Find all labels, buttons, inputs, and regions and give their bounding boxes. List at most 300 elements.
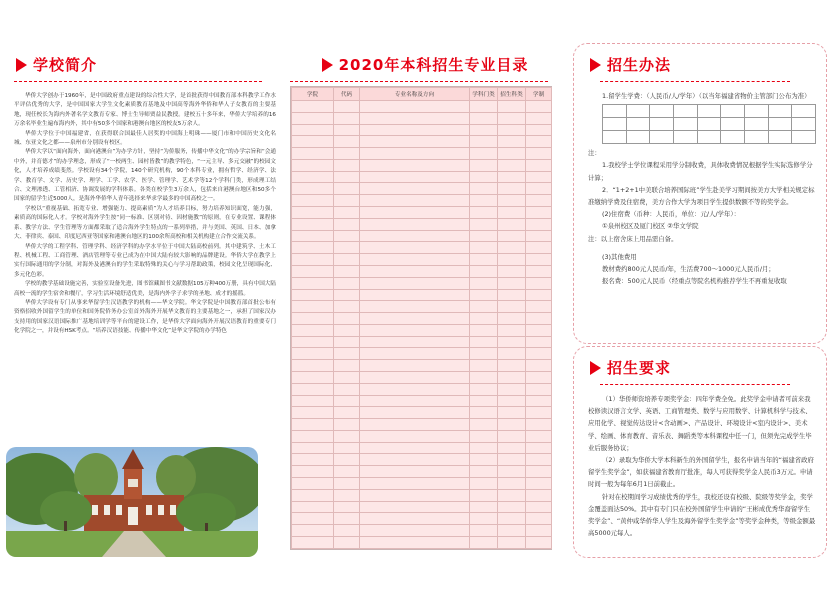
catalog-heading: [300, 54, 550, 75]
divider: [600, 81, 790, 82]
table-cell: [360, 230, 470, 242]
table-row: [292, 536, 552, 548]
table-cell: [526, 254, 552, 266]
table-cell: [470, 395, 498, 407]
table-cell: [526, 195, 552, 207]
table-cell: [470, 525, 498, 537]
table-cell: [334, 466, 360, 478]
table-row: [292, 171, 552, 183]
triangle-bullet-icon: [16, 58, 27, 72]
table-cell: [498, 289, 526, 301]
table-cell: [498, 407, 526, 419]
table-cell: [470, 536, 498, 548]
table-cell: [334, 489, 360, 501]
table-cell: [334, 254, 360, 266]
table-cell: [360, 336, 470, 348]
table-cell: [498, 525, 526, 537]
table-cell: [360, 207, 470, 219]
table-cell: [360, 419, 470, 431]
table-cell: [498, 195, 526, 207]
table-cell: [498, 442, 526, 454]
table-cell: [292, 501, 334, 513]
table-cell: [334, 313, 360, 325]
table-row: [292, 478, 552, 490]
table-cell: [470, 501, 498, 513]
col-header-major: 专业名称及方向: [360, 88, 470, 101]
table-cell: [526, 360, 552, 372]
triangle-bullet-icon: [322, 58, 333, 72]
table-cell: [292, 395, 334, 407]
table-cell: [292, 383, 334, 395]
table-cell: [470, 383, 498, 395]
other-fees-heading: (3)其他费用: [602, 252, 637, 261]
table-cell: [470, 336, 498, 348]
table-cell: [526, 430, 552, 442]
intro-paragraph: 华侨大学创办于1960年，是中国政府重点建设的综合性大学，是首批获得中国教育部本科教学工作水平评估优秀的大学，是中国国家大学生文化素质教育基地及中国高等海外华侨和华人子女教育的主要基地，现任校长为海内外著名学文教育专家、博士生导师贾益民教授。建校五十多年来，华侨大学培养的16万余名毕业生遍布海内外，其中有50多个国家和港澳台地区的校友5万余人。: [14, 93, 276, 128]
table-cell: [334, 383, 360, 395]
table-cell: [334, 101, 360, 113]
table-cell: [526, 478, 552, 490]
table-cell: [498, 466, 526, 478]
table-cell: [334, 218, 360, 230]
table-cell: [498, 419, 526, 431]
table-row: [292, 430, 552, 442]
table-cell: [526, 136, 552, 148]
table-row: [292, 277, 552, 289]
table-row: [292, 136, 552, 148]
table-cell: [334, 324, 360, 336]
table-row: [292, 383, 552, 395]
table-cell: [292, 159, 334, 171]
table-cell: [334, 395, 360, 407]
table-cell: [526, 230, 552, 242]
table-cell: [470, 407, 498, 419]
table-cell: [526, 159, 552, 171]
table-cell: [526, 183, 552, 195]
table-cell: [360, 430, 470, 442]
table-cell: [360, 195, 470, 207]
table-cell: [360, 536, 470, 548]
admission-method-box: [573, 43, 827, 344]
table-cell: [498, 124, 526, 136]
table-cell: [526, 489, 552, 501]
table-cell: [360, 136, 470, 148]
table-cell: [360, 124, 470, 136]
table-cell: [292, 124, 334, 136]
table-cell: [360, 501, 470, 513]
table-row: [292, 360, 552, 372]
application-fee: 报名费：500元人民币（经重点等院名机构推荐学生不再重复收取: [602, 277, 787, 286]
table-row: [292, 112, 552, 124]
table-cell: [470, 242, 498, 254]
table-cell: [334, 501, 360, 513]
table-row: [292, 348, 552, 360]
table-cell: [498, 148, 526, 160]
requirements-text: [574, 393, 826, 539]
intro-paragraph: 华侨大学的工程学科、管理学科、经济学科的办学水平位于中国大陆高校前列。其中建筑学、土木工程、机械工程、工商管理、酒店管理等专业已成为在中国大陆有较大影响的品牌建设。华侨大学在教学上实行国际通用的学分制，对海外及港澳台的学生采取特殊的关心与学习帮助政策，校园文化呈现国际化、多元化色彩。: [14, 243, 276, 278]
requirements-heading: [590, 357, 826, 378]
table-cell: [334, 360, 360, 372]
divider: [600, 384, 790, 385]
table-cell: [292, 183, 334, 195]
table-cell: [292, 454, 334, 466]
table-cell: [498, 371, 526, 383]
table-cell: [292, 513, 334, 525]
intro-paragraph: 华侨大学设有专门从事来华留学生汉语教学的机构——华文学院。华文学院是中国教育部首批公布有资格招收外国留学生的单位和国务院侨务办公室首外海外开展华文教育的主要基地之一，承担了国家汉办支持用的国家汉语国际推广基地培训学等平台的建设工作，是华侨大学面向海外开展汉语教育的重要专门化学院之一，并设有HSK考点。“培养汉语技能、传播中华文化”是华文学院的办学特色: [14, 299, 276, 335]
catalog-panel: [288, 0, 550, 82]
table-cell: [292, 536, 334, 548]
table-header-row: [292, 88, 552, 101]
table-cell: [498, 159, 526, 171]
table-cell: [334, 430, 360, 442]
table-cell: [360, 395, 470, 407]
table-cell: [334, 525, 360, 537]
table-cell: [292, 112, 334, 124]
scholarship-para-2: （2）录取为华侨大学本科新生的外国留学生，报名申请当年的“福建省政府留学生奖学金”，如获福建省教育厅批准，每人可获得奖学金人民币3万元。申请时间一般为每年6月1日前截止。: [588, 456, 814, 489]
school-intro-heading: [16, 54, 276, 75]
table-cell: [498, 171, 526, 183]
intro-paragraph: 华侨大学以“面向海外，面向港澳台”为办学方针，坚持“为侨服务，传播中华文化”的办学宗旨和“会通中外，并育德才”的办学理念，形成了“一校两生、园村皆教”的教学特色，“一元主导、多元交融”的校园文化，人才培养成绩斐然。学校设有34个学院，140个研究机构，90个本科专业，拥有哲学、经济学、法学、教育学、文学、历史学、理学、工学、农学、医学、管理学、艺术学等12个学科门类，形成理工结合、文理渗透、工管相济、协调发展的学科体系。各类在校学生3万余人，包括来自港澳台地区和50多个国家的留学生近5000人，是海外华侨华人青年选择来华求学最多的中国高校之一。: [14, 149, 276, 203]
table-cell: [334, 230, 360, 242]
table-cell: [498, 501, 526, 513]
table-cell: [526, 407, 552, 419]
table-cell: [526, 513, 552, 525]
table-cell: [292, 371, 334, 383]
col-header-category: 招生科类: [498, 88, 526, 101]
table-cell: [292, 101, 334, 113]
table-row: [292, 371, 552, 383]
table-cell: [334, 136, 360, 148]
table-cell: [526, 207, 552, 219]
table-cell: [498, 454, 526, 466]
table-cell: [498, 430, 526, 442]
catalog-title: 2020年本科招生专业目录: [338, 56, 529, 74]
table-cell: [470, 277, 498, 289]
table-cell: [526, 124, 552, 136]
major-catalog-table: [290, 86, 552, 550]
table-cell: [334, 442, 360, 454]
campus-photo: [6, 447, 258, 557]
col-header-code: 代码: [334, 88, 360, 101]
table-cell: [526, 218, 552, 230]
table-cell: [360, 466, 470, 478]
school-intro-title: 学校简介: [33, 56, 98, 74]
table-cell: [498, 478, 526, 490]
table-cell: [360, 301, 470, 313]
table-cell: [470, 218, 498, 230]
table-cell: [292, 254, 334, 266]
table-row: [292, 159, 552, 171]
table-cell: [498, 101, 526, 113]
table-cell: [292, 348, 334, 360]
table-cell: [498, 207, 526, 219]
table-cell: [334, 419, 360, 431]
table-cell: [334, 242, 360, 254]
table-cell: [526, 313, 552, 325]
table-cell: [360, 454, 470, 466]
table-cell: [334, 336, 360, 348]
table-cell: [470, 124, 498, 136]
table-cell: [526, 171, 552, 183]
table-cell: [360, 525, 470, 537]
table-cell: [360, 442, 470, 454]
table-cell: [470, 430, 498, 442]
table-row: [292, 513, 552, 525]
table-cell: [292, 277, 334, 289]
table-cell: [498, 336, 526, 348]
table-cell: [360, 101, 470, 113]
table-cell: [470, 265, 498, 277]
table-cell: [498, 360, 526, 372]
table-cell: [470, 254, 498, 266]
table-cell: [470, 489, 498, 501]
table-cell: [360, 313, 470, 325]
table-cell: [292, 148, 334, 160]
table-cell: [334, 265, 360, 277]
table-cell: [292, 301, 334, 313]
table-cell: [292, 230, 334, 242]
intro-paragraph: 华侨大学位于中国福建省，在获得联合国最佳人居奖的中国海上明珠——厦门市和中国历史文化名城、东亚文化之都——泉州市分别设有校区。: [14, 130, 276, 147]
table-row: [292, 313, 552, 325]
table-cell: [470, 360, 498, 372]
table-cell: [470, 207, 498, 219]
table-cell: [470, 313, 498, 325]
table-cell: [470, 348, 498, 360]
table-cell: [526, 265, 552, 277]
triangle-bullet-icon: [590, 58, 601, 72]
admission-method-title: 招生办法: [607, 56, 672, 74]
table-cell: [470, 513, 498, 525]
bedding-note: 注：以上宿舍床上用品需自备。: [588, 234, 678, 243]
col-header-college: 学院: [292, 88, 334, 101]
table-row: [292, 289, 552, 301]
table-cell: [334, 195, 360, 207]
table-cell: [292, 218, 334, 230]
scholarship-para-1: （1）华侨师资培养专项奖学金：四年学费全免。此奖学金申请者可前来我校修读汉语言文学、英语、工商管理类、数学与应用数学、计算机科学与技术、应用化学、视觉传达设计<含动画>、产品设计、环境设计<室内设计>、美术学、绘画、体育教育、音乐表、舞蹈类等本科课程中任一门，但须先完成学生毕业后服务协议；: [588, 395, 812, 452]
table-body: [292, 101, 552, 549]
table-cell: [526, 112, 552, 124]
table-row: [292, 101, 552, 113]
table-cell: [360, 324, 470, 336]
table-cell: [526, 501, 552, 513]
table-cell: [334, 159, 360, 171]
table-cell: [292, 419, 334, 431]
table-cell: [360, 112, 470, 124]
table-row: [292, 407, 552, 419]
table-cell: [526, 277, 552, 289]
table-cell: [360, 171, 470, 183]
table-cell: [292, 442, 334, 454]
table-cell: [526, 442, 552, 454]
table-cell: [334, 207, 360, 219]
table-cell: [526, 101, 552, 113]
table-cell: [498, 513, 526, 525]
table-cell: [334, 183, 360, 195]
school-intro-text: [14, 92, 276, 337]
table-cell: [470, 466, 498, 478]
table-cell: [526, 395, 552, 407]
table-cell: [470, 112, 498, 124]
table-cell: [292, 407, 334, 419]
table-cell: [498, 254, 526, 266]
table-cell: [526, 324, 552, 336]
table-cell: [292, 207, 334, 219]
table-cell: [470, 442, 498, 454]
table-cell: [470, 419, 498, 431]
table-cell: [334, 112, 360, 124]
table-cell: [360, 348, 470, 360]
table-row: [292, 489, 552, 501]
table-row: [292, 254, 552, 266]
table-cell: [470, 478, 498, 490]
requirements-title: 招生要求: [607, 359, 672, 377]
table-cell: [498, 218, 526, 230]
table-cell: [498, 536, 526, 548]
table-cell: [292, 289, 334, 301]
table-cell: [360, 277, 470, 289]
table-cell: [360, 183, 470, 195]
table-cell: [526, 289, 552, 301]
note-credit-fee: 1.我校学士学位课程采用学分制收费，具体收费情况根据学生实际选修学分计算；: [588, 161, 813, 182]
table-cell: [360, 360, 470, 372]
table-cell: [334, 124, 360, 136]
table-row: [292, 442, 552, 454]
table-cell: [334, 301, 360, 313]
table-cell: [334, 478, 360, 490]
accommodation-line: (2)住宿费（币种：人民币，单位：元/人/学年）：: [602, 210, 740, 219]
table-cell: [526, 148, 552, 160]
table-cell: [470, 159, 498, 171]
table-row: [292, 183, 552, 195]
table-cell: [498, 301, 526, 313]
table-cell: [360, 489, 470, 501]
table-cell: [334, 407, 360, 419]
table-cell: [498, 383, 526, 395]
table-cell: [360, 383, 470, 395]
admission-method-heading: [590, 54, 826, 75]
table-cell: [334, 371, 360, 383]
table-cell: [470, 171, 498, 183]
table-cell: [334, 289, 360, 301]
table-cell: [292, 489, 334, 501]
table-row: [292, 195, 552, 207]
table-cell: [334, 513, 360, 525]
table-cell: [498, 313, 526, 325]
table-cell: [292, 466, 334, 478]
table-row: [292, 265, 552, 277]
table-cell: [360, 265, 470, 277]
admission-method-text: [574, 90, 826, 287]
table-cell: [526, 242, 552, 254]
table-cell: [470, 136, 498, 148]
table-cell: [360, 159, 470, 171]
table-cell: [292, 336, 334, 348]
table-cell: [334, 348, 360, 360]
table-cell: [292, 195, 334, 207]
table-cell: [360, 478, 470, 490]
table-cell: [470, 301, 498, 313]
table-cell: [470, 101, 498, 113]
scholarship-para-3: 针对在校期间学习成绩优秀的学生，我校还设有校级、院级等奖学金，奖学金覆盖面达50%。其中有专门只在校外国留学生申请的“王彬成优秀华裔留学生奖学金”、“黄仲咸华侨华人学生及海外留学生奖学金”等奖学金种类，等级金额最高5000元每人。: [588, 492, 816, 538]
table-row: [292, 466, 552, 478]
table-cell: [292, 360, 334, 372]
table-cell: [526, 336, 552, 348]
table-cell: [292, 430, 334, 442]
table-row: [292, 525, 552, 537]
table-cell: [470, 148, 498, 160]
textbook-living-fee: 教材费约800元人民币/年，生活费700～1000元人民币/月；: [602, 265, 775, 274]
intro-paragraph: 学校的教学基础设施完善，实验室设备先进，图书馆藏图书文献数据105万种400万册，具有中国大陆高校一流的学生宿舍和餐厅，学习生活环境舒适优美，是海内外学子求学的圣地、成才的摇篮。: [14, 281, 276, 297]
table-cell: [360, 148, 470, 160]
table-cell: [334, 171, 360, 183]
table-cell: [334, 536, 360, 548]
table-cell: [292, 136, 334, 148]
table-cell: [526, 536, 552, 548]
table-row: [292, 230, 552, 242]
note-joint-program: 2．“1+2+1中美联合培养国际班”学生赴美学习期间按美方大学相关规定标准缴纳学费及住宿费，美方合作大学为项目学生提供数额不等的奖学金。: [588, 185, 815, 207]
table-cell: [498, 136, 526, 148]
table-cell: [498, 277, 526, 289]
table-row: [292, 395, 552, 407]
table-cell: [292, 525, 334, 537]
table-cell: [498, 348, 526, 360]
divider: [14, 81, 262, 82]
table-row: [292, 242, 552, 254]
admission-requirements-box: [573, 346, 827, 558]
table-cell: [470, 230, 498, 242]
table-cell: [334, 454, 360, 466]
table-cell: [470, 324, 498, 336]
table-cell: [498, 265, 526, 277]
table-cell: [526, 419, 552, 431]
table-cell: [526, 348, 552, 360]
table-cell: [526, 371, 552, 383]
table-cell: [360, 513, 470, 525]
table-row: [292, 148, 552, 160]
table-cell: [498, 395, 526, 407]
table-cell: [470, 183, 498, 195]
school-intro-panel: [14, 0, 276, 337]
table-cell: [470, 371, 498, 383]
table-cell: [526, 466, 552, 478]
table-row: [292, 124, 552, 136]
tuition-line: 1.留学生学费：（人民币/人/学年）（以当年福建省物价主管部门公布为准）: [602, 92, 811, 100]
table-cell: [498, 112, 526, 124]
table-cell: [360, 407, 470, 419]
col-header-duration: 学制: [526, 88, 552, 101]
table-cell: [470, 454, 498, 466]
table-cell: [498, 183, 526, 195]
intro-paragraph: 学校以“重视基础、拓宽专业、增强能力、提高素质”为人才培养目标，努力培养知识面宽，能力强，素质高的国际化人才。学校对海外学生按“同一标准、区别对待、因材施教”的原则，在专业设置、课程体系、教学方法、学生管理等方面都采取了适合海外学生特点的一系列举措，并与美国、英国、日本、加拿大、菲律宾、泰国、印度尼西亚等国家和港澳台地区的100余所高校和相关机构建立合作交流关系。: [14, 205, 276, 241]
table-cell: [292, 478, 334, 490]
table-row: [292, 454, 552, 466]
table-row: [292, 336, 552, 348]
campus-line: ①泉州校区及厦门校区 ②华文学院: [602, 222, 699, 231]
table-cell: [292, 265, 334, 277]
table-row: [292, 301, 552, 313]
table-cell: [360, 254, 470, 266]
table-cell: [526, 525, 552, 537]
table-cell: [470, 195, 498, 207]
table-cell: [292, 171, 334, 183]
table-cell: [292, 324, 334, 336]
table-cell: [292, 313, 334, 325]
table-cell: [526, 454, 552, 466]
table-cell: [360, 371, 470, 383]
table-cell: [498, 230, 526, 242]
table-row: [292, 207, 552, 219]
table-row: [292, 419, 552, 431]
